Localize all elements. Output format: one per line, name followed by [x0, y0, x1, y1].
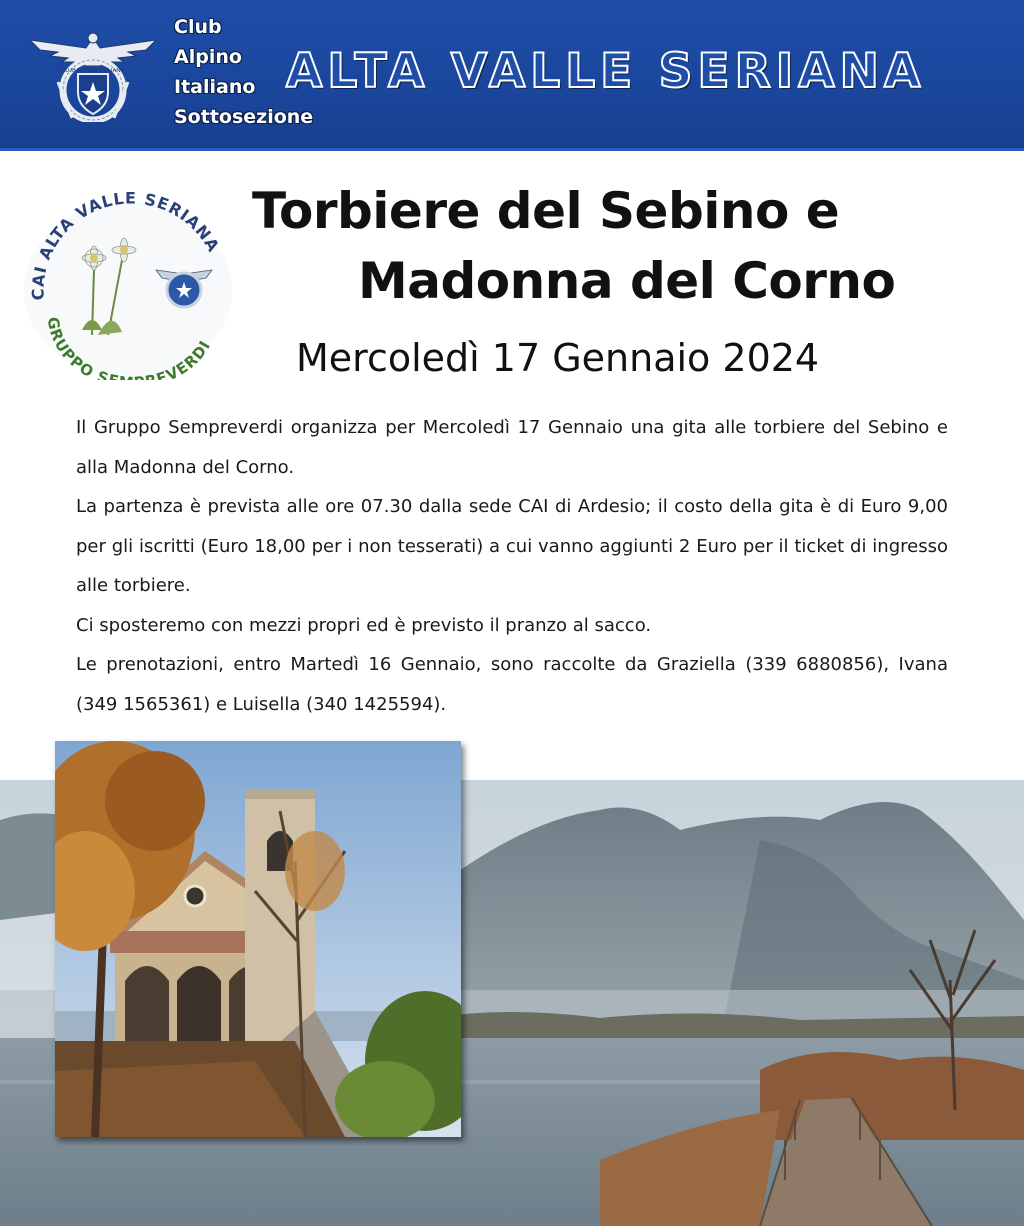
club-line: Club: [174, 16, 222, 38]
club-line: Alpino: [174, 46, 242, 68]
cai-eagle-star-icon: [28, 22, 158, 122]
header-banner: [0, 0, 1024, 151]
banner-title: ALTA VALLE SERIANA: [286, 44, 926, 99]
event-title-line2: Madonna del Corno: [358, 252, 896, 310]
event-title-line1: Torbiere del Sebino e: [252, 182, 840, 240]
svg-text:CLUB ALPINO ITALIANO: CLUB ALPINO ITALIANO: [61, 68, 125, 74]
paragraph: Il Gruppo Sempreverdi organizza per Mercoledì 17 Gennaio una gita alle torbiere del Sebino e alla Madonna del Corno.: [76, 417, 948, 478]
paragraph: Ci sposteremo con mezzi propri ed è previsto il pranzo al sacco.: [76, 614, 652, 636]
paragraph: Le prenotazioni, entro Martedì 16 Gennaio, sono raccolte da Graziella (339 6880856), Ivana (349 1565361) e Luisella (340 1425594).: [76, 654, 948, 715]
event-description: [76, 408, 948, 724]
gruppo-sempreverdi-logo: [22, 190, 234, 380]
club-line: Italiano: [174, 76, 256, 98]
madonna-del-corno-church-photo: [55, 741, 461, 1137]
svg-text:GRUPPO SEMPREVERDI: GRUPPO S EVERDI: [43, 315, 215, 380]
club-line: Sottosezione: [174, 106, 314, 128]
event-date: Mercoledì 17 Gennaio 2024: [296, 336, 820, 380]
paragraph: La partenza è prevista alle ore 07.30 dalla sede CAI di Ardesio; il costo della gita è di Euro 9,00 per gli iscritti (Euro 18,00 per i non tesserati) a cui vanno aggiunti 2 Euro per il ticket di ingresso alle torbiere.: [76, 496, 948, 596]
svg-text:CAI ALTA VALLE SERIANA: CAI ALTA VALLE SERIANA: [28, 190, 224, 301]
